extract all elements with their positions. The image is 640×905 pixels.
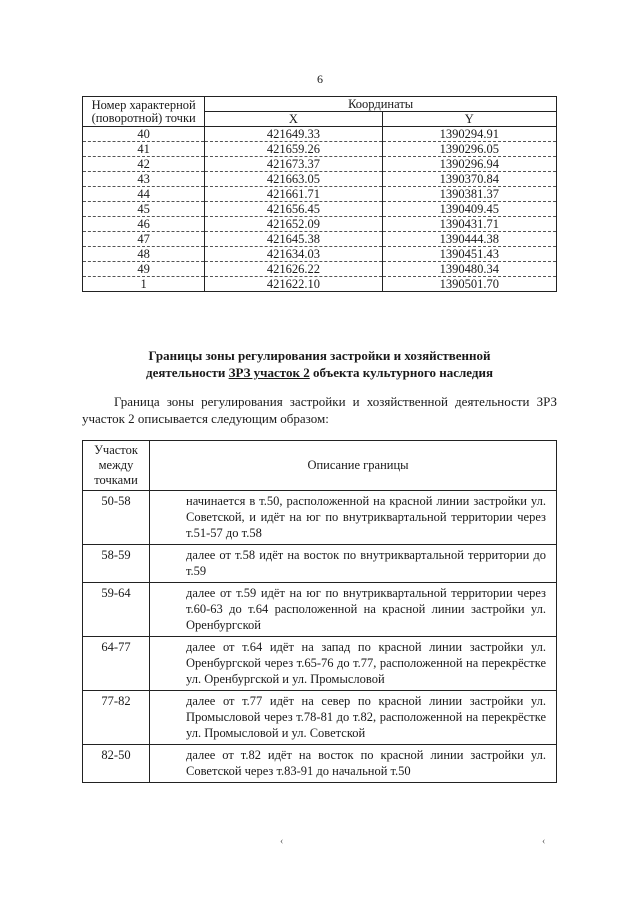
segment-cell: 50-58 xyxy=(83,491,150,545)
y-cell: 1390409.45 xyxy=(382,202,556,217)
table-row xyxy=(83,232,557,247)
table-row xyxy=(83,583,557,637)
section-title xyxy=(82,347,557,381)
y-cell: 1390296.94 xyxy=(382,157,556,172)
segment-cell: 64-77 xyxy=(83,637,150,691)
header-coordinates: Координаты xyxy=(205,97,557,112)
table-row xyxy=(83,127,557,142)
header-point-number: Номер характерной (поворотной) точки xyxy=(83,97,205,127)
scan-mark: ‹ xyxy=(542,836,546,847)
x-cell: 421645.38 xyxy=(205,232,382,247)
description-cell: далее от т.59 идёт на юг по внутриквартальной территории через т.60-63 до т.64 расположенной на красной линии застройки ул. Оренбургской xyxy=(150,583,557,637)
description-cell: далее от т.58 идёт на восток по внутриквартальной территории до т.59 xyxy=(150,545,557,583)
x-cell: 421673.37 xyxy=(205,157,382,172)
point-cell: 41 xyxy=(83,142,205,157)
point-cell: 45 xyxy=(83,202,205,217)
y-cell: 1390294.91 xyxy=(382,127,556,142)
table-row xyxy=(83,247,557,262)
table-row xyxy=(83,157,557,172)
x-cell: 421659.26 xyxy=(205,142,382,157)
segment-cell: 82-50 xyxy=(83,745,150,783)
x-cell: 421652.09 xyxy=(205,217,382,232)
x-cell: 421634.03 xyxy=(205,247,382,262)
table-row xyxy=(83,637,557,691)
header-x: X xyxy=(205,112,382,127)
x-cell: 421622.10 xyxy=(205,277,382,292)
segment-cell: 58-59 xyxy=(83,545,150,583)
table-row xyxy=(83,187,557,202)
y-cell: 1390381.37 xyxy=(382,187,556,202)
description-cell: далее от т.77 идёт на север по красной линии застройки ул. Промысловой через т.78-81 до т.82, расположенной на перекрёстке ул. Промысловой и ул. Советской xyxy=(150,691,557,745)
table-row xyxy=(83,202,557,217)
section-title-line2-end: объекта культурного наследия xyxy=(309,365,493,380)
table-row xyxy=(83,277,557,292)
header-description: Описание границы xyxy=(150,441,557,491)
point-cell: 44 xyxy=(83,187,205,202)
point-cell: 42 xyxy=(83,157,205,172)
x-cell: 421656.45 xyxy=(205,202,382,217)
point-cell: 40 xyxy=(83,127,205,142)
table-row xyxy=(83,172,557,187)
segment-cell: 59-64 xyxy=(83,583,150,637)
x-cell: 421626.22 xyxy=(205,262,382,277)
table-row xyxy=(83,491,557,545)
point-cell: 46 xyxy=(83,217,205,232)
table-row xyxy=(83,691,557,745)
y-cell: 1390431.71 xyxy=(382,217,556,232)
table-row xyxy=(83,545,557,583)
section-title-line2 xyxy=(82,364,557,381)
table-row xyxy=(83,142,557,157)
page-number: 6 xyxy=(317,72,323,86)
boundary-table xyxy=(82,440,557,783)
x-cell: 421649.33 xyxy=(205,127,382,142)
coordinates-table xyxy=(82,96,557,292)
y-cell: 1390296.05 xyxy=(382,142,556,157)
header-y: Y xyxy=(382,112,556,127)
y-cell: 1390370.84 xyxy=(382,172,556,187)
x-cell: 421663.05 xyxy=(205,172,382,187)
point-cell: 49 xyxy=(83,262,205,277)
table-row xyxy=(83,217,557,232)
intro-paragraph: Граница зоны регулирования застройки и хозяйственной деятельности ЗРЗ участок 2 описывается следующим образом: xyxy=(82,394,557,426)
y-cell: 1390501.70 xyxy=(382,277,556,292)
section-title-line2-start: деятельности xyxy=(146,365,229,380)
description-cell: начинается в т.50, расположенной на красной линии застройки ул. Советской, и идёт на юг по внутриквартальной территории через т.51-57 до т.58 xyxy=(150,491,557,545)
point-cell: 1 xyxy=(83,277,205,292)
section-title-line1: Границы зоны регулирования застройки и хозяйственной xyxy=(148,348,491,363)
y-cell: 1390480.34 xyxy=(382,262,556,277)
table-row xyxy=(83,262,557,277)
header-segment: Участок между точками xyxy=(83,441,150,491)
description-cell: далее от т.64 идёт на запад по красной линии застройки ул. Оренбургской через т.65-76 до т.77, расположенной на перекрёстке ул. Оренбургской и ул. Промысловой xyxy=(150,637,557,691)
y-cell: 1390451.43 xyxy=(382,247,556,262)
x-cell: 421661.71 xyxy=(205,187,382,202)
segment-cell: 77-82 xyxy=(83,691,150,745)
point-cell: 47 xyxy=(83,232,205,247)
point-cell: 48 xyxy=(83,247,205,262)
point-cell: 43 xyxy=(83,172,205,187)
zone-name: ЗРЗ участок 2 xyxy=(228,365,310,380)
table-row xyxy=(83,745,557,783)
y-cell: 1390444.38 xyxy=(382,232,556,247)
scan-mark: ‹ xyxy=(280,836,284,847)
description-cell: далее от т.82 идёт на восток по красной линии застройки ул. Советской через т.83-91 до начальной т.50 xyxy=(150,745,557,783)
